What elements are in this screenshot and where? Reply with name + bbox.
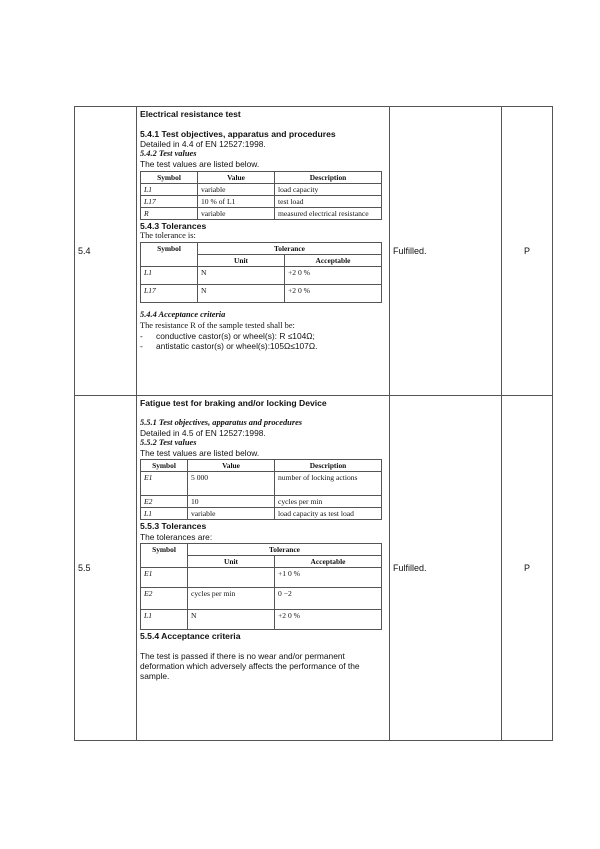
column-header: Unit xyxy=(198,255,285,267)
table-cell: +2 0 % xyxy=(275,610,382,630)
body-text: The test values are listed below. xyxy=(140,448,260,459)
list-item: - conductive castor(s) or wheel(s): R ≤104Ω; xyxy=(156,331,386,341)
table-cell: 10 % of L1 xyxy=(198,195,275,207)
body-text: The tolerances are: xyxy=(140,531,213,542)
section-title: Electrical resistance test xyxy=(140,109,241,119)
table-cell: variable xyxy=(188,508,275,520)
subsection-heading: 5.4.1 Test objectives, apparatus and procedures xyxy=(140,128,336,139)
requirement-cell xyxy=(137,107,390,396)
table-cell: cycles per min xyxy=(188,588,275,610)
subsection-heading: 5.4.4 Acceptance criteria xyxy=(140,310,226,320)
column-header: Acceptable xyxy=(275,556,382,568)
table-cell: N xyxy=(198,267,285,285)
table-row xyxy=(141,285,382,303)
table-row xyxy=(141,568,382,588)
section-title: Fatigue test for braking and/or locking Device xyxy=(140,398,327,408)
column-header: Acceptable xyxy=(285,255,382,267)
tolerance-table xyxy=(140,242,382,303)
column-header: Symbol xyxy=(141,544,188,568)
column-header: Value xyxy=(198,171,275,183)
table-row xyxy=(141,267,382,285)
subsection-heading: 5.5.3 Tolerances xyxy=(140,521,207,532)
table-cell: variable xyxy=(198,183,275,195)
verdict-badge: P xyxy=(502,107,553,396)
column-header: Symbol xyxy=(141,171,198,183)
column-header: Tolerance xyxy=(188,544,382,556)
table-row xyxy=(141,207,382,219)
table-row xyxy=(75,107,553,396)
subsection-heading: 5.5.2 Test values xyxy=(140,437,197,447)
column-header: Symbol xyxy=(141,460,188,472)
result-remark: Fulfilled. xyxy=(390,396,502,741)
body-text: The resistance R of the sample tested shall be: xyxy=(140,320,295,330)
table-cell: load capacity xyxy=(275,183,382,195)
test-values-table xyxy=(140,171,382,220)
subsection-heading: 5.5.4 Acceptance criteria xyxy=(140,631,241,642)
subsection-heading: 5.4.3 Tolerances xyxy=(140,220,207,231)
column-header: Description xyxy=(275,171,382,183)
table-cell: N xyxy=(188,610,275,630)
column-header: Description xyxy=(275,460,382,472)
criteria-text: The test is passed if there is no wear and/or permanent deformation which adversely affects the performance of the sample. xyxy=(140,650,360,681)
table-row xyxy=(75,396,553,741)
requirement-cell xyxy=(137,396,390,741)
table-cell: E1 xyxy=(141,568,188,588)
table-cell xyxy=(188,568,275,588)
table-cell: cycles per min xyxy=(275,496,382,508)
column-header: Symbol xyxy=(141,243,198,267)
table-cell: +2 0 % xyxy=(285,285,382,303)
test-values-table xyxy=(140,459,382,520)
test-results-table xyxy=(74,106,553,741)
table-cell: L1 xyxy=(141,610,188,630)
table-cell: N xyxy=(198,285,285,303)
result-remark: Fulfilled. xyxy=(390,107,502,396)
table-cell: L1 xyxy=(141,183,198,195)
table-cell: E2 xyxy=(141,588,188,610)
table-row xyxy=(141,588,382,610)
subsection-heading: 5.5.1 Test objectives, apparatus and procedures xyxy=(140,417,303,427)
verdict-badge: P xyxy=(502,396,553,741)
table-cell: 0 −2 xyxy=(275,588,382,610)
table-row xyxy=(141,610,382,630)
table-cell: number of locking actions xyxy=(275,472,382,496)
table-cell: test load xyxy=(275,195,382,207)
column-header: Tolerance xyxy=(198,243,382,255)
table-cell: measured electrical resistance xyxy=(275,207,382,219)
list-item: - antistatic castor(s) or wheel(s):105Ω≤107Ω. xyxy=(156,341,386,351)
detail-text: Detailed in 4.5 of EN 12527:1998. xyxy=(140,427,266,438)
table-cell: E2 xyxy=(141,496,188,508)
table-cell: L17 xyxy=(141,195,198,207)
table-row xyxy=(141,183,382,195)
table-cell: E1 xyxy=(141,472,188,496)
table-row xyxy=(141,496,382,508)
body-text: The tolerance is: xyxy=(140,231,196,241)
tolerance-table xyxy=(140,543,382,630)
table-cell: L17 xyxy=(141,285,198,303)
table-cell: L1 xyxy=(141,508,188,520)
table-cell: +2 0 % xyxy=(285,267,382,285)
table-cell: 10 xyxy=(188,496,275,508)
table-row xyxy=(141,508,382,520)
clause-number: 5.5 xyxy=(75,396,137,741)
table-cell: R xyxy=(141,207,198,219)
column-header: Unit xyxy=(188,556,275,568)
table-cell: 5 000 xyxy=(188,472,275,496)
table-cell: +1 0 % xyxy=(275,568,382,588)
column-header: Value xyxy=(188,460,275,472)
criteria-list xyxy=(140,331,386,351)
table-row xyxy=(141,472,382,496)
body-text: The test values are listed below. xyxy=(140,159,260,170)
table-cell: variable xyxy=(198,207,275,219)
clause-number: 5.4 xyxy=(75,107,137,396)
subsection-heading: 5.4.2 Test values xyxy=(140,149,197,159)
detail-text: Detailed in 4.4 of EN 12527:1998. xyxy=(140,139,266,149)
table-cell: L1 xyxy=(141,267,198,285)
table-row xyxy=(141,195,382,207)
table-cell: load capacity as test load xyxy=(275,508,382,520)
